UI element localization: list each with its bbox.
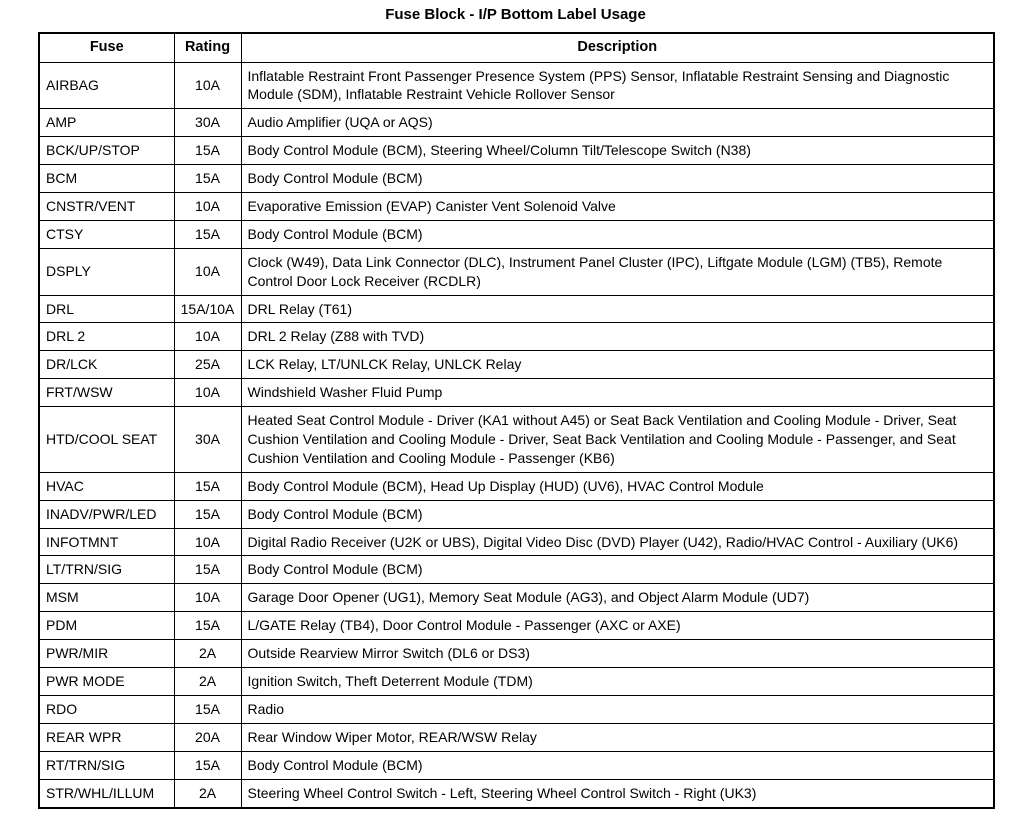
description-cell: Audio Amplifier (UQA or AQS) — [241, 109, 994, 137]
rating-cell: 15A/10A — [174, 295, 241, 323]
rating-cell: 10A — [174, 528, 241, 556]
description-cell: Body Control Module (BCM), Steering Wheel/Column Tilt/Telescope Switch (N38) — [241, 137, 994, 165]
description-cell: Ignition Switch, Theft Deterrent Module (TDM) — [241, 668, 994, 696]
rating-cell: 10A — [174, 323, 241, 351]
header-rating: Rating — [174, 33, 241, 62]
description-cell: Windshield Washer Fluid Pump — [241, 379, 994, 407]
description-cell: Body Control Module (BCM) — [241, 220, 994, 248]
fuse-cell: PWR/MIR — [39, 640, 174, 668]
table-row — [39, 295, 994, 323]
table-row — [39, 248, 994, 295]
fuse-cell: DRL — [39, 295, 174, 323]
fuse-cell: DRL 2 — [39, 323, 174, 351]
description-cell: Body Control Module (BCM), Head Up Display (HUD) (UV6), HVAC Control Module — [241, 472, 994, 500]
rating-cell: 15A — [174, 220, 241, 248]
table-row — [39, 165, 994, 193]
fuse-cell: BCK/UP/STOP — [39, 137, 174, 165]
description-cell: Body Control Module (BCM) — [241, 165, 994, 193]
table-row — [39, 407, 994, 473]
fuse-cell: AIRBAG — [39, 62, 174, 109]
fuse-cell: CNSTR/VENT — [39, 193, 174, 221]
fuse-cell: MSM — [39, 584, 174, 612]
fuse-table — [38, 32, 995, 809]
description-cell: LCK Relay, LT/UNLCK Relay, UNLCK Relay — [241, 351, 994, 379]
rating-cell: 15A — [174, 695, 241, 723]
description-cell: Body Control Module (BCM) — [241, 556, 994, 584]
fuse-cell: HTD/COOL SEAT — [39, 407, 174, 473]
description-cell: Garage Door Opener (UG1), Memory Seat Module (AG3), and Object Alarm Module (UD7) — [241, 584, 994, 612]
table-row — [39, 584, 994, 612]
table-row — [39, 668, 994, 696]
description-cell: Evaporative Emission (EVAP) Canister Vent Solenoid Valve — [241, 193, 994, 221]
fuse-cell: HVAC — [39, 472, 174, 500]
fuse-cell: INADV/PWR/LED — [39, 500, 174, 528]
table-row — [39, 556, 994, 584]
rating-cell: 20A — [174, 723, 241, 751]
header-row — [39, 33, 994, 62]
rating-cell: 15A — [174, 500, 241, 528]
rating-cell: 2A — [174, 668, 241, 696]
fuse-cell: DSPLY — [39, 248, 174, 295]
fuse-cell: STR/WHL/ILLUM — [39, 779, 174, 807]
rating-cell: 15A — [174, 556, 241, 584]
rating-cell: 15A — [174, 165, 241, 193]
rating-cell: 10A — [174, 379, 241, 407]
rating-cell: 15A — [174, 751, 241, 779]
rating-cell: 10A — [174, 62, 241, 109]
description-cell: Steering Wheel Control Switch - Left, Steering Wheel Control Switch - Right (UK3) — [241, 779, 994, 807]
rating-cell: 30A — [174, 109, 241, 137]
fuse-cell: BCM — [39, 165, 174, 193]
description-cell: Radio — [241, 695, 994, 723]
rating-cell: 2A — [174, 779, 241, 807]
table-row — [39, 62, 994, 109]
rating-cell: 10A — [174, 584, 241, 612]
table-row — [39, 640, 994, 668]
fuse-cell: PDM — [39, 612, 174, 640]
table-row — [39, 193, 994, 221]
table-row — [39, 351, 994, 379]
description-cell: Body Control Module (BCM) — [241, 500, 994, 528]
fuse-cell: DR/LCK — [39, 351, 174, 379]
fuse-cell: PWR MODE — [39, 668, 174, 696]
rating-cell: 2A — [174, 640, 241, 668]
description-cell: DRL Relay (T61) — [241, 295, 994, 323]
rating-cell: 10A — [174, 193, 241, 221]
table-row — [39, 220, 994, 248]
description-cell: L/GATE Relay (TB4), Door Control Module - Passenger (AXC or AXE) — [241, 612, 994, 640]
fuse-cell: FRT/WSW — [39, 379, 174, 407]
description-cell: Rear Window Wiper Motor, REAR/WSW Relay — [241, 723, 994, 751]
table-row — [39, 137, 994, 165]
fuse-cell: RDO — [39, 695, 174, 723]
fuse-cell: INFOTMNT — [39, 528, 174, 556]
table-row — [39, 379, 994, 407]
table-row — [39, 472, 994, 500]
fuse-cell: LT/TRN/SIG — [39, 556, 174, 584]
table-row — [39, 612, 994, 640]
description-cell: Body Control Module (BCM) — [241, 751, 994, 779]
table-row — [39, 779, 994, 807]
table-row — [39, 723, 994, 751]
rating-cell: 15A — [174, 472, 241, 500]
rating-cell: 15A — [174, 137, 241, 165]
description-cell: Heated Seat Control Module - Driver (KA1 without A45) or Seat Back Ventilation and Cooling Module - Driver, Seat Cushion Ventilation and Cooling Module - Driver, Seat Back Ventilation and Cooling Module - Passenger, and Seat Cushion Ventilation and Cooling Module - Passenger (KB6) — [241, 407, 994, 473]
description-cell: Digital Radio Receiver (U2K or UBS), Digital Video Disc (DVD) Player (U42), Radio/HVAC Control - Auxiliary (UK6) — [241, 528, 994, 556]
rating-cell: 30A — [174, 407, 241, 473]
fuse-cell: CTSY — [39, 220, 174, 248]
description-cell: Inflatable Restraint Front Passenger Presence System (PPS) Sensor, Inflatable Restraint Sensing and Diagnostic Module (SDM), Inflatable Restraint Vehicle Rollover Sensor — [241, 62, 994, 109]
table-body — [39, 62, 994, 807]
fuse-cell: AMP — [39, 109, 174, 137]
table-row — [39, 500, 994, 528]
fuse-cell: RT/TRN/SIG — [39, 751, 174, 779]
description-cell: DRL 2 Relay (Z88 with TVD) — [241, 323, 994, 351]
rating-cell: 15A — [174, 612, 241, 640]
table-row — [39, 528, 994, 556]
description-cell: Outside Rearview Mirror Switch (DL6 or DS3) — [241, 640, 994, 668]
header-fuse: Fuse — [39, 33, 174, 62]
fuse-cell: REAR WPR — [39, 723, 174, 751]
rating-cell: 10A — [174, 248, 241, 295]
table-row — [39, 109, 994, 137]
description-cell: Clock (W49), Data Link Connector (DLC), Instrument Panel Cluster (IPC), Liftgate Module (LGM) (TB5), Remote Control Door Lock Receiver (RCDLR) — [241, 248, 994, 295]
table-row — [39, 751, 994, 779]
table-row — [39, 323, 994, 351]
table-row — [39, 695, 994, 723]
page-title: Fuse Block - I/P Bottom Label Usage — [385, 6, 646, 23]
rating-cell: 25A — [174, 351, 241, 379]
header-description: Description — [241, 33, 994, 62]
